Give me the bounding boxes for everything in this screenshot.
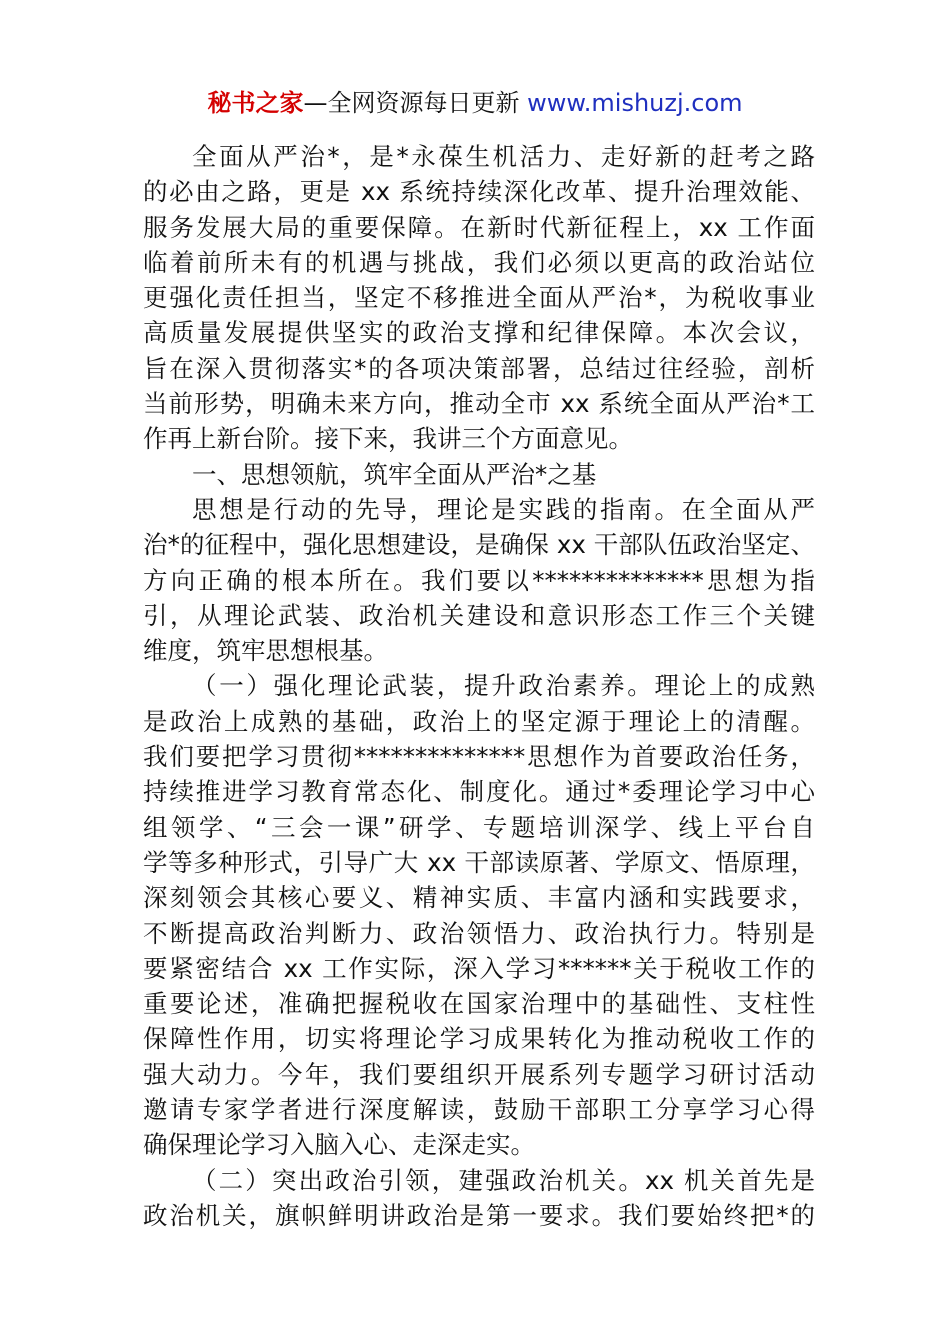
paragraph-line: 思想是行动的先导，理论是实践的指南。在全面从严 xyxy=(192,494,815,524)
site-brand: 秘书之家 xyxy=(207,89,304,117)
paragraph-line: 是政治上成熟的基础，政治上的坚定源于理论上的清醒。 xyxy=(143,706,815,736)
paragraph-line: 的必由之路，更是 xx 系统持续深化改革、提升治理效能、 xyxy=(143,177,815,207)
paragraph-line: 旨在深入贯彻落实*的各项决策部署，总结过往经验，剖析 xyxy=(143,353,815,383)
paragraph-line: 临着前所未有的机遇与挑战，我们必须以更高的政治站位 xyxy=(143,247,815,277)
paragraph-line: 高质量发展提供坚实的政治支撑和纪律保障。本次会议， xyxy=(143,318,815,348)
paragraph-line: 作再上新台阶。接下来，我讲三个方面意见。 xyxy=(143,424,633,454)
document-body xyxy=(143,139,815,1233)
paragraph-line: 邀请专家学者进行深度解读，鼓励干部职工分享学习心得 xyxy=(143,1095,815,1125)
paragraph-line: 我们要把学习贯彻**************思想作为首要政治任务， xyxy=(143,742,815,772)
paragraph-line: 保障性作用，切实将理论学习成果转化为推动税收工作的 xyxy=(143,1024,815,1054)
paragraph-line: 政治机关，旗帜鲜明讲政治是第一要求。我们要始终把*的 xyxy=(143,1200,815,1230)
paragraph-line: 深刻领会其核心要义、精神实质、丰富内涵和实践要求， xyxy=(143,883,815,913)
header-separator: — xyxy=(303,89,328,117)
site-header xyxy=(0,86,950,120)
paragraph-line: 治*的征程中，强化思想建设，是确保 xx 干部队伍政治坚定、 xyxy=(143,530,815,560)
section-heading: 一、思想领航，筑牢全面从严治*之基 xyxy=(192,459,597,489)
paragraph-line: 要紧密结合 xx 工作实际，深入学习******关于税收工作的 xyxy=(143,953,815,983)
paragraph-line: 确保理论学习入脑入心、走深走实。 xyxy=(143,1130,535,1160)
paragraph-line: 当前形势，明确未来方向，推动全市 xx 系统全面从严治*工 xyxy=(143,389,815,419)
site-tagline: 全网资源每日更新 xyxy=(327,89,520,117)
paragraph-line: 全面从严治*，是*永葆生机活力、走好新的赶考之路 xyxy=(192,142,815,171)
subsection-line: （一）强化理论武装，提升政治素养。理论上的成熟 xyxy=(192,671,815,701)
paragraph-line: 维度，筑牢思想根基。 xyxy=(143,636,388,666)
paragraph-line: 持续推进学习教育常态化、制度化。通过*委理论学习中心 xyxy=(143,777,815,807)
paragraph-line: 引，从理论武装、政治机关建设和意识形态工作三个关键 xyxy=(143,600,815,630)
site-url-link[interactable]: www.mishuzj.com xyxy=(527,89,743,117)
paragraph-line: 服务发展大局的重要保障。在新时代新征程上，xx 工作面 xyxy=(143,212,815,242)
paragraph-line: 强大动力。今年，我们要组织开展系列专题学习研讨活动 xyxy=(143,1059,815,1089)
subsection-line: （二）突出政治引领，建强政治机关。xx 机关首先是 xyxy=(192,1165,815,1195)
paragraph-line: 重要论述，准确把握税收在国家治理中的基础性、支柱性 xyxy=(143,989,815,1019)
paragraph-line: 学等多种形式，引导广大 xx 干部读原著、学原文、悟原理， xyxy=(143,847,815,877)
paragraph-line: 方向正确的根本所在。我们要以**************思想为指 xyxy=(143,565,815,595)
paragraph-line: 组领学、“三会一课”研学、专题培训深学、线上平台自 xyxy=(143,812,815,842)
paragraph-line: 更强化责任担当，坚定不移推进全面从严治*，为税收事业 xyxy=(143,283,815,313)
paragraph-line: 不断提高政治判断力、政治领悟力、政治执行力。特别是 xyxy=(143,918,815,948)
